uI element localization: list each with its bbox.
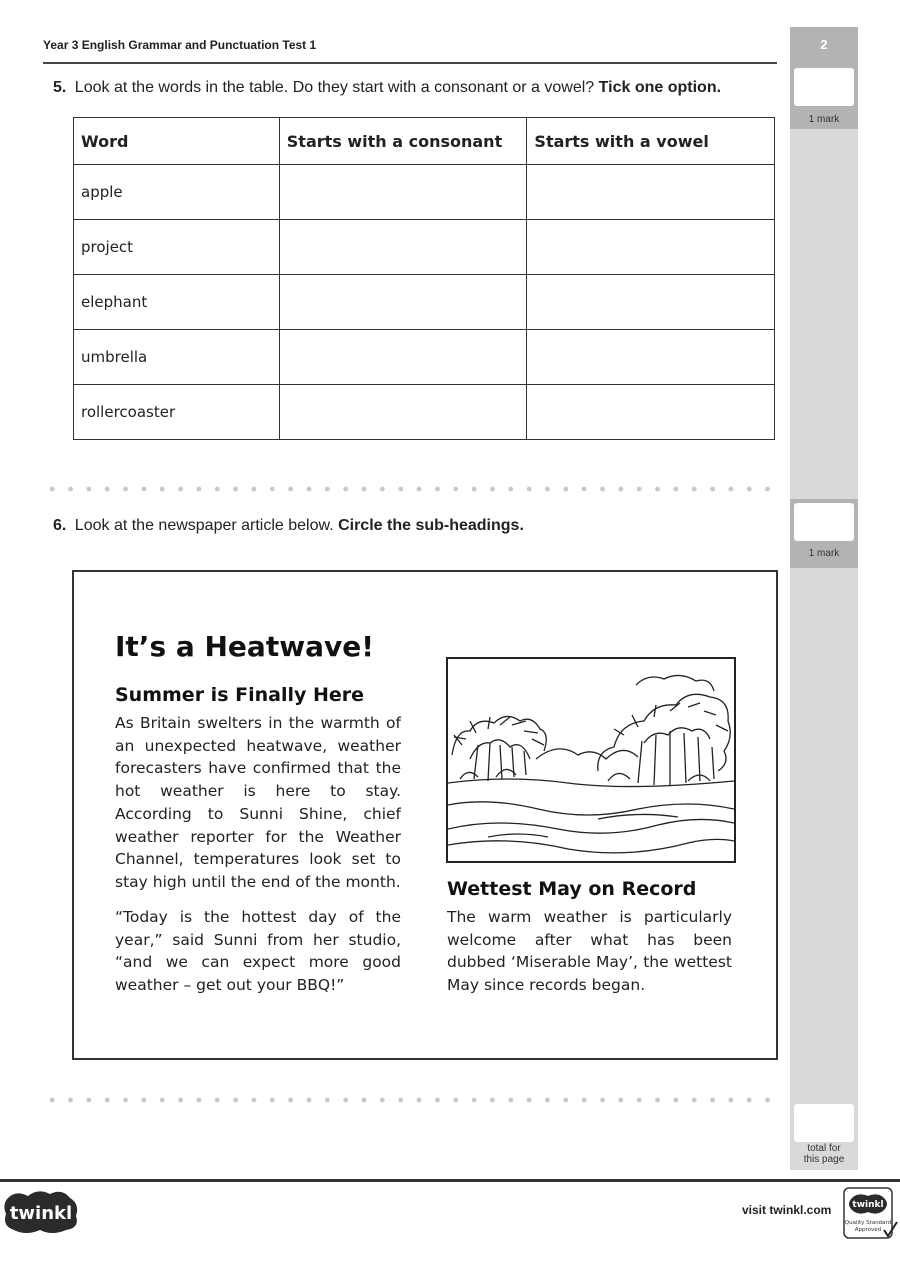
article-headline: It’s a Heatwave! — [115, 630, 374, 663]
mark-box-q6[interactable] — [794, 503, 854, 541]
table-row — [74, 385, 775, 440]
question-5-prompt: Look at the words in the table. Do they start with a consonant or a vowel? — [74, 79, 595, 96]
question-6-number: 6. — [53, 517, 67, 534]
total-label-line1: total for — [807, 1143, 841, 1154]
word-table — [73, 117, 775, 440]
vowel-tick-cell[interactable] — [527, 385, 775, 440]
total-label-line2: this page — [803, 1154, 845, 1165]
header-rule — [43, 62, 777, 64]
table-row — [74, 165, 775, 220]
word-cell: elephant — [74, 275, 280, 330]
dotted-divider — [43, 1097, 777, 1103]
document-title: Year 3 English Grammar and Punctuation Test 1 — [43, 38, 317, 52]
column-header-consonant: Starts with a consonant — [279, 118, 527, 165]
table-row — [74, 220, 775, 275]
table-header-row — [74, 118, 775, 165]
vowel-tick-cell[interactable] — [527, 330, 775, 385]
mark-box-q5[interactable] — [794, 68, 854, 106]
article-paragraph-1: As Britain swelters in the warmth of an unexpected heatwave, weather forecasters have confirmed that the hot weather is here to stay. According to Sunni Shine, chief weather reporter for the Weather Channel, temperatures look set to stay high until the end of the month. — [115, 714, 401, 891]
question-5-instruction: Tick one option. — [598, 79, 722, 96]
article-paragraph-3: The warm weather is particularly welcome after what has been dubbed ‘Miserable May’, the wettest May since records began. — [447, 908, 732, 995]
vowel-tick-cell[interactable] — [527, 220, 775, 275]
mark-label-q5: 1 mark — [808, 114, 840, 125]
consonant-tick-cell[interactable] — [279, 275, 527, 330]
table-row — [74, 330, 775, 385]
column-header-vowel: Starts with a vowel — [527, 118, 775, 165]
dotted-divider — [43, 486, 777, 492]
vowel-tick-cell[interactable] — [527, 275, 775, 330]
word-cell: project — [74, 220, 280, 275]
consonant-tick-cell[interactable] — [279, 385, 527, 440]
article-paragraph-2: “Today is the hottest day of the year,” said Sunni from her studio, “and we can expect more good weather – get out your BBQ!” — [115, 908, 401, 995]
table-row — [74, 275, 775, 330]
question-5 — [53, 79, 721, 97]
total-mark-box[interactable] — [794, 1104, 854, 1142]
twinkl-logo-icon — [2, 1188, 80, 1234]
mark-label-q6: 1 mark — [808, 548, 840, 559]
logo-text: twinkl — [9, 1203, 73, 1224]
question-6-prompt: Look at the newspaper article below. — [74, 517, 334, 534]
vowel-tick-cell[interactable] — [527, 165, 775, 220]
question-6-instruction: Circle the sub-headings. — [338, 517, 524, 534]
column-header-word: Word — [74, 118, 280, 165]
word-cell: rollercoaster — [74, 385, 280, 440]
quality-badge-icon — [842, 1186, 898, 1242]
badge-line-1: Quality Standard — [844, 1220, 892, 1226]
word-cell: umbrella — [74, 330, 280, 385]
consonant-tick-cell[interactable] — [279, 220, 527, 275]
twinkl-logo[interactable] — [2, 1188, 80, 1234]
consonant-tick-cell[interactable] — [279, 330, 527, 385]
footer-rule — [0, 1179, 900, 1182]
badge-line-2: Approved — [854, 1227, 882, 1233]
article-subheading-2[interactable]: Wettest May on Record — [447, 878, 697, 900]
mark-column — [790, 27, 858, 1170]
quality-standard-badge — [842, 1186, 898, 1242]
jungle-river-icon — [448, 659, 734, 861]
question-5-number: 5. — [53, 79, 67, 96]
jungle-river-illustration — [446, 657, 736, 863]
badge-brand: twinkl — [852, 1200, 884, 1210]
word-cell: apple — [74, 165, 280, 220]
visit-link[interactable]: visit twinkl.com — [742, 1203, 832, 1217]
consonant-tick-cell[interactable] — [279, 165, 527, 220]
page-number: 2 — [820, 37, 828, 52]
article-subheading-1[interactable]: Summer is Finally Here — [115, 684, 365, 706]
question-6 — [53, 517, 524, 535]
